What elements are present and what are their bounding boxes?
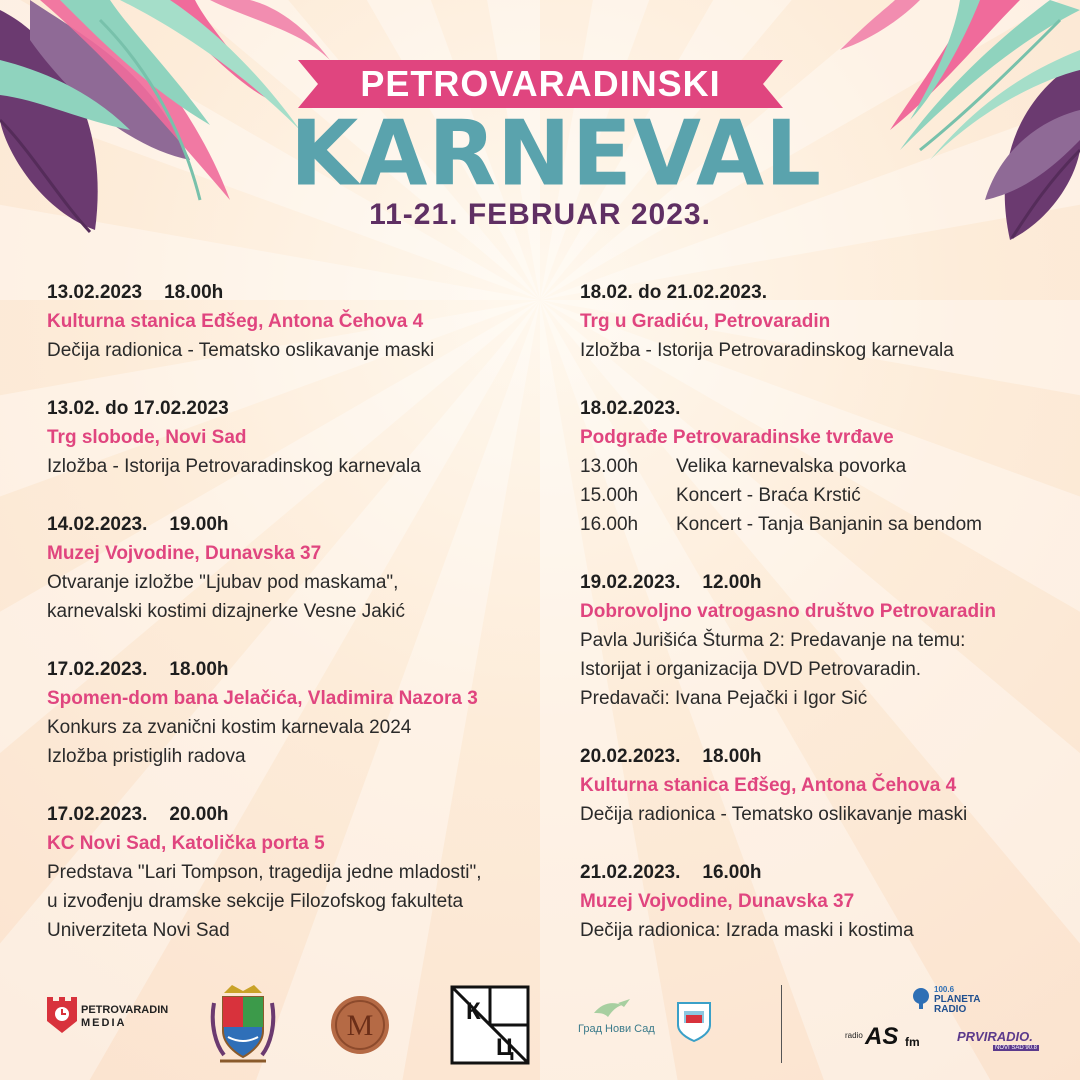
schedule-row (580, 481, 1080, 510)
castle-clock-icon (47, 997, 77, 1033)
event-description: Pavla Jurišića Šturma 2: Predavanje na temu: (580, 630, 966, 651)
planeta-radio-text: RADIO (934, 1004, 967, 1015)
event-description: Univerziteta Novi Sad (47, 920, 230, 941)
city-shield-icon (676, 1001, 712, 1043)
event-date: 17.02.2023. (47, 804, 148, 825)
prvi-radio-text: PRVIRADIO. (957, 1029, 1033, 1044)
page-title: KARNEVAL (290, 100, 823, 207)
event-description: Predavači: Ivana Pejački i Igor Sić (580, 688, 868, 709)
event-item (47, 394, 547, 481)
event-description: Dečija radionica - Tematsko oslikavanje maski (580, 804, 968, 825)
planeta-frequency: 100.6 (934, 985, 955, 994)
footer-divider (781, 985, 782, 1063)
schedule-time: 15.00h (580, 485, 639, 506)
event-item (580, 742, 1080, 829)
grad-text: Град Нови Сад (578, 1023, 655, 1035)
event-time: 12.00h (702, 572, 762, 593)
schedule-text: Koncert - Braća Krstić (676, 485, 861, 506)
event-time: 18.00h (164, 282, 224, 303)
event-time: 18.00h (169, 659, 229, 680)
schedule-time: 13.00h (580, 456, 639, 477)
event-place: Muzej Vojvodine, Dunavska 37 (47, 543, 322, 564)
as-radio-text: radio (845, 1031, 863, 1040)
event-description: Otvaranje izložbe "Ljubav pod maskama", (47, 572, 399, 593)
event-place: Trg slobode, Novi Sad (47, 427, 247, 448)
event-date: 21.02.2023. (580, 862, 681, 883)
sponsor-footer (0, 975, 1080, 1075)
event-date: 18.02. do 21.02.2023. (580, 282, 767, 303)
events-column-left (47, 278, 547, 974)
event-item (47, 510, 547, 626)
event-description: Dečija radionica: Izrada maski i kostima (580, 920, 914, 941)
event-date: 13.02.2023 (47, 282, 143, 303)
event-date: 19.02.2023. (580, 572, 681, 593)
logo-text: PETROVARADIN (81, 1004, 169, 1016)
event-date: 17.02.2023. (47, 659, 148, 680)
event-date: 18.02.2023. (580, 398, 681, 419)
event-item (580, 858, 1080, 945)
kc-novi-sad-logo (450, 985, 530, 1065)
schedule-row (580, 510, 1080, 539)
event-item (580, 394, 1080, 539)
kc-letter: Ц (496, 1034, 514, 1061)
festival-dates: 11-21. FEBRUAR 2023. (369, 198, 711, 231)
as-fm-logo (845, 1023, 935, 1055)
event-description: karnevalski kostimi dizajnerke Vesne Jakić (47, 601, 405, 622)
event-item (47, 800, 547, 945)
logo-text: MEDIA (81, 1017, 127, 1029)
event-description: Izložba - Istorija Petrovaradinskog karnevala (580, 340, 954, 361)
event-place: Kulturna stanica Eđšeg, Antona Čehova 4 (47, 311, 424, 332)
svg-text:M: M (346, 1009, 374, 1042)
event-place: Kulturna stanica Eđšeg, Antona Čehova 4 (580, 775, 957, 796)
event-date: 14.02.2023. (47, 514, 148, 535)
event-place: Muzej Vojvodine, Dunavska 37 (580, 891, 855, 912)
event-place: Spomen-dom bana Jelačića, Vladimira Nazora 3 (47, 688, 478, 709)
event-time: 16.00h (702, 862, 762, 883)
event-place: Dobrovoljno vatrogasno društvo Petrovaradin (580, 601, 996, 622)
event-time: 19.00h (169, 514, 229, 535)
kc-letter: К (466, 998, 481, 1025)
event-item (47, 655, 547, 771)
event-description: Istorijat i organizacija DVD Petrovaradin. (580, 659, 922, 680)
event-item (47, 278, 547, 365)
as-fm-text: fm (905, 1035, 920, 1049)
as-name: AS (865, 1023, 899, 1050)
events-column-right (580, 278, 1080, 974)
event-date: 13.02. do 17.02.2023 (47, 398, 229, 419)
museum-medallion-logo (330, 995, 390, 1055)
dove-icon (592, 997, 632, 1019)
event-time: 18.00h (702, 746, 762, 767)
event-description: u izvođenju dramske sekcije Filozofskog fakulteta (47, 891, 464, 912)
banner-text: PETROVARADINSKI (360, 63, 721, 104)
petrovaradin-media-logo (47, 997, 167, 1037)
event-description: Dečija radionica - Tematsko oslikavanje maski (47, 340, 435, 361)
coat-of-arms-logo (210, 985, 276, 1069)
schedule-text: Koncert - Tanja Banjanin sa bendom (676, 514, 982, 535)
event-time: 20.00h (169, 804, 229, 825)
event-description: Izložba pristiglih radova (47, 746, 246, 767)
microphone-icon (910, 987, 932, 1011)
event-item (580, 568, 1080, 713)
prvi-radio-subtext: NOVI SAD 90.8 (995, 1045, 1038, 1051)
schedule-time: 16.00h (580, 514, 639, 535)
event-description: Predstava "Lari Tompson, tragedija jedne mladosti", (47, 862, 482, 883)
event-description: Konkurs za zvanični kostim karnevala 2024 (47, 717, 412, 738)
event-place: KC Novi Sad, Katolička porta 5 (47, 833, 325, 854)
prvi-radio-logo (957, 1029, 1047, 1055)
event-description: Izložba - Istorija Petrovaradinskog karnevala (47, 456, 421, 477)
planeta-radio-logo (910, 985, 1000, 1015)
schedule-row (580, 452, 1080, 481)
event-date: 20.02.2023. (580, 746, 681, 767)
grad-novi-sad-logo (578, 997, 718, 1047)
event-item (580, 278, 1080, 365)
planeta-name: PLANETA (934, 994, 981, 1005)
event-place: Trg u Gradiću, Petrovaradin (580, 311, 831, 332)
schedule-text: Velika karnevalska povorka (676, 456, 907, 477)
event-place: Podgrađe Petrovaradinske tvrđave (580, 427, 894, 448)
